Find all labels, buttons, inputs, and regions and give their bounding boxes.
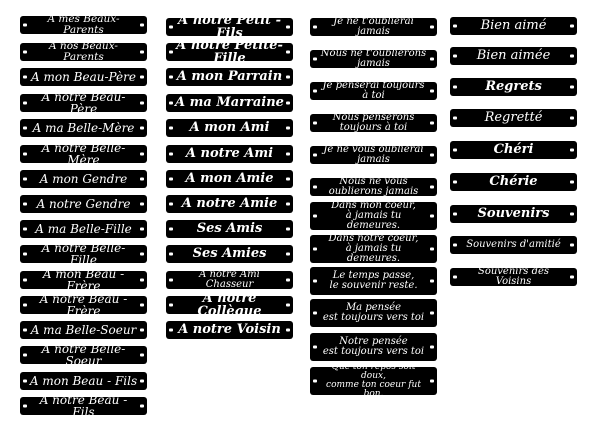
- plaque-31: Nous ne t'oublierons jamais: [310, 50, 437, 68]
- plaque-33: Nous penserons toujours à toi: [310, 114, 437, 132]
- plaque-19: A mon Parrain: [166, 68, 293, 86]
- plaque-6: A notre Belle-Mère: [20, 145, 147, 163]
- plaque-9: A ma Belle-Fille: [20, 220, 147, 238]
- plaque-38-text: Le temps passe, le souvenir reste.: [329, 269, 418, 291]
- plaque-42: Bien aimé: [450, 17, 577, 35]
- plaque-25: Ses Amis: [166, 220, 293, 238]
- plaque-4: A notre Beau-Père: [20, 94, 147, 112]
- plaque-50: Souvenirs des Voisins: [450, 268, 577, 286]
- plaque-28: A notre Collègue: [166, 296, 293, 314]
- plaque-29: A notre Voisin: [166, 321, 293, 339]
- plaque-27: A notre Ami Chasseur: [166, 271, 293, 289]
- plaque-39: [310, 299, 437, 327]
- plaque-34: Je ne vous oublierai jamais: [310, 146, 437, 164]
- plaque-41: [310, 361, 437, 400]
- plaque-7: A mon Gendre: [20, 170, 147, 188]
- plaque-48: Souvenirs: [450, 205, 577, 223]
- plaque-18: A notre Petite-Fille: [166, 43, 293, 61]
- plaque-14: A notre Belle-Soeur: [20, 346, 147, 364]
- plaque-43: Bien aimée: [450, 47, 577, 65]
- plaque-12: A notre Beau - Frère: [20, 296, 147, 314]
- plaque-49: Souvenirs d'amitié: [450, 236, 577, 254]
- plaque-30: Je ne t'oublierai jamais: [310, 18, 437, 36]
- plaque-44: Regrets: [450, 78, 577, 96]
- plaque-36-text: Dans mon coeur, à jamais tu demeures.: [331, 199, 416, 232]
- plaque-40-text: Notre pensée est toujours vers toi: [322, 335, 425, 357]
- plaque-47: Chérie: [450, 173, 577, 191]
- plaque-10: A notre Belle-Fille: [20, 245, 147, 263]
- plaque-16: A notre Beau - Fils: [20, 397, 147, 415]
- plaque-45: Regretté: [450, 109, 577, 127]
- plaque-5: A ma Belle-Mère: [20, 119, 147, 137]
- plaque-46: Chéri: [450, 141, 577, 159]
- plaque-41-text: Que ton repos soit doux, comme ton coeur fut bon.: [326, 361, 421, 400]
- plaque-22: A notre Ami: [166, 145, 293, 163]
- plaque-26: Ses Amies: [166, 245, 293, 263]
- plaque-32: Je penserai toujours à toi: [310, 82, 437, 100]
- plaque-23: A mon Amie: [166, 170, 293, 188]
- plaque-40: [310, 333, 437, 361]
- plaque-36: [310, 199, 437, 232]
- plaque-3: A mon Beau-Père: [20, 68, 147, 86]
- plaque-38: [310, 267, 437, 295]
- plaque-20: A ma Marraine: [166, 94, 293, 112]
- plaque-24: A notre Amie: [166, 195, 293, 213]
- plaque-35: Nous ne vous oublierons jamais: [310, 178, 437, 196]
- plaque-8: A notre Gendre: [20, 195, 147, 213]
- plaque-39-text: Ma pensée est toujours vers toi: [322, 301, 425, 323]
- plaque-17: A notre Petit - Fils: [166, 18, 293, 36]
- plaque-2: A nos Beaux-Parents: [20, 43, 147, 61]
- plaque-37-text: Dans notre coeur, à jamais tu demeures.: [328, 232, 419, 265]
- plaque-21: A mon Ami: [166, 119, 293, 137]
- plaque-11: A mon Beau - Frère: [20, 271, 147, 289]
- plaque-13: A ma Belle-Soeur: [20, 321, 147, 339]
- plaque-37: [310, 232, 437, 265]
- plaque-1: A mes Beaux-Parents: [20, 16, 147, 34]
- plaque-15: A mon Beau - Fils: [20, 372, 147, 390]
